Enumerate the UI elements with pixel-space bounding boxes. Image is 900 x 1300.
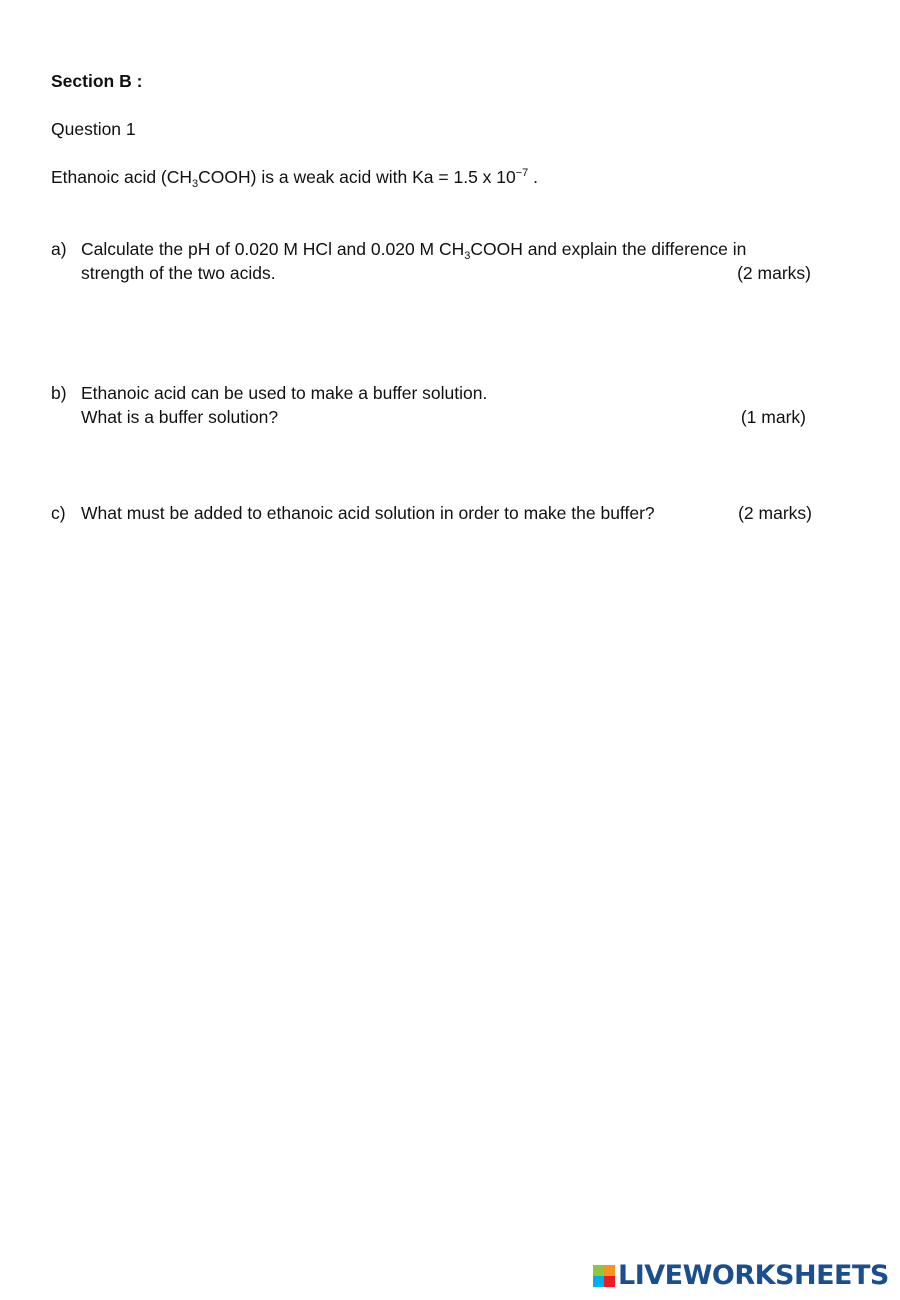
question-b-line-1: Ethanoic acid can be used to make a buffer solution. bbox=[81, 383, 488, 403]
intro-superscript: −7 bbox=[515, 167, 529, 179]
section-title: Section B : bbox=[51, 71, 143, 91]
question-b-marks: (1 mark) bbox=[740, 407, 806, 427]
question-a-subscript: 3 bbox=[464, 250, 471, 262]
logo-grid-icon bbox=[593, 1265, 615, 1287]
question-c-label: c) bbox=[51, 503, 66, 523]
logo-text: LIVEWORKSHEETS bbox=[618, 1260, 889, 1291]
question-c-marks: (2 marks) bbox=[738, 503, 812, 523]
question-b-label: b) bbox=[51, 383, 67, 403]
question-a-line-1 bbox=[81, 238, 746, 260]
liveworksheets-logo bbox=[593, 1262, 889, 1290]
question-intro bbox=[51, 166, 538, 188]
question-a-line-2: strength of the two acids. bbox=[81, 263, 276, 283]
question-b-line-2: What is a buffer solution? bbox=[81, 407, 279, 427]
question-a-text-1: Calculate the pH of 0.020 M HCl and 0.020 M CH bbox=[81, 239, 465, 259]
intro-text-3: . bbox=[528, 167, 539, 187]
question-a-label: a) bbox=[51, 239, 67, 259]
question-c-line-1: What must be added to ethanoic acid solution in order to make the buffer? bbox=[81, 503, 655, 523]
question-a-marks: (2 marks) bbox=[737, 263, 811, 283]
question-title: Question 1 bbox=[51, 119, 136, 139]
intro-text-2: COOH) is a weak acid with Ka = 1.5 x 10 bbox=[198, 167, 516, 187]
intro-text-1: Ethanoic acid (CH bbox=[51, 167, 193, 187]
question-a-text-2: COOH and explain the difference in bbox=[470, 239, 747, 259]
intro-subscript: 3 bbox=[192, 178, 199, 190]
